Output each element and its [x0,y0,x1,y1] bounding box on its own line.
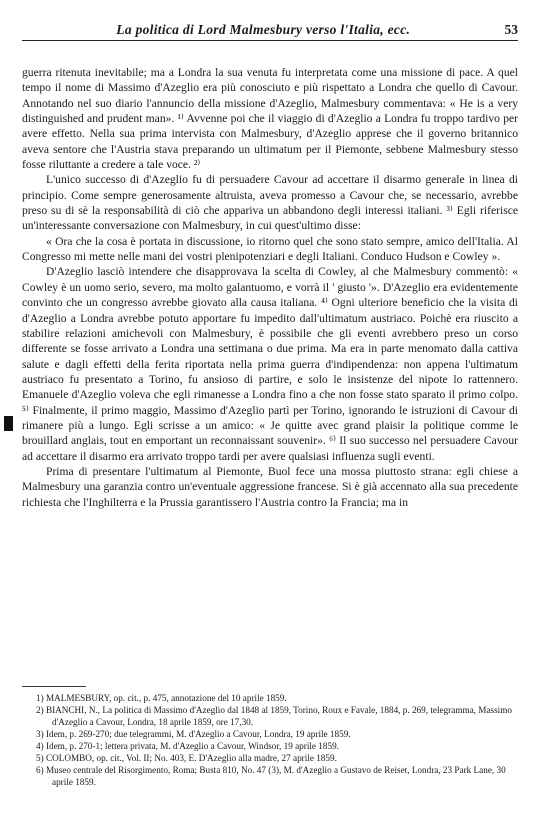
footnote-rule [22,686,86,687]
block-quote: « Ora che la cosa è portata in discussione, io ritorno quel che sono stato sempre, amico dell'Italia. Al Congresso mi mette nelle mani dei vostri plenipotenziari e degli Italiani. Conduco Hudson e Cowley ». [22,234,518,264]
footnote: 6) Museo centrale del Risorgimento, Roma; Busta 810, No. 47 (3), M. d'Azeglio a Gustavo de Reiset, Londra, 23 Park Lane, 30 aprile 1859. [36,765,506,787]
footnote: 1) MALMESBURY, op. cit., p. 475, annotazione del 10 aprile 1859. [36,693,287,703]
footnotes [22,692,518,788]
paragraph: L'unico successo di d'Azeglio fu di persuadere Cavour ad accettare il disarmo generale in linea di principio. Come sempre generosamente altruista, aveva promesso a Cavour che, se necessario, avrebbe preso su di sè la responsabilità di ciò che appariva un abbandono degli interessi italiani. ³⁾ Egli riferisce un'interessante conversazione con Malmesbury, in cui quest'ultimo disse: [22,173,518,233]
footnote: 4) Idem, p. 270-1; lettera privata, M. d'Azeglio a Cavour, Windsor, 19 aprile 1859. [36,741,339,751]
paragraph: D'Azeglio lasciò intendere che disapprovava la scelta di Cowley, al che Malmesbury commentò: « Cowley è un uomo serio, severo, ma molto galantuomo, e vorrà il ' giusto '». D'Azeglio era evidentemente convinto che un congresso avrebbe giovato alla causa italiana. ⁴⁾ Ogni ulteriore beneficio che la visita di d'Azeglio a Londra avrebbe potuto apportare fu impedito dall'ultimatum austriaco. Poichè era riuscito a stabilire relazioni amichevoli con Malmesbury, è possibile che gli eventi avrebbero preso un corso differente se fosse arrivato a Londra una settimana o due prima. Ma era in parte menomato dalla cattiva salute e dagli effetti della ferita riportata nella prima guerra d'indipendenza: non appena l'ultimatum austriaco fu presentato a Torino, fu ansioso di partire, e solo le insistenze del nipote lo rattennero. Emanuele d'Azeglio voleva che egli rimanesse a Londra fino a che non fosse stato sparato il primo colpo. ⁵⁾ Finalmente, il primo maggio, Massimo d'Azeglio partì per Torino, ignorando le istruzioni di Cavour di rimanere più a lungo. Egli scrisse a un amico: « Je quitte avec grand plaisir la politique comme le brouillard anglais, tout en emportant un reconnaissant souvenir». ⁶⁾ Il suo successo nel persuadere Cavour ad accettare il disarmo era arrivato troppo tardi per avere qualsiasi influenza sugli eventi. [22,265,518,463]
footnote: 5) COLOMBO, op. cit., Vol. II; No. 403, E. D'Azeglio alla madre, 27 aprile 1859. [36,753,337,763]
paragraph: Prima di presentare l'ultimatum al Piemonte, Buol fece una mossa piuttosto strana: egli chiese a Malmesbury una garanzia contro un'eventuale aggressione francese. Si è già accennato alla sua precedente richiesta che l'Inghilterra e la Prussia garantissero l'Austria contro la Francia; ma in [22,464,518,509]
paragraph: guerra ritenuta inevitabile; ma a Londra la sua venuta fu interpretata come una missione di pace. A quel tempo il nome di Massimo d'Azeglio era più conosciuto e più rispettato a Londra che quello di Cavour. Annotando nel suo diario l'annuncio della missione d'Azeglio, Malmesbury commentava: « He is a very distinguished and prudent man». ¹⁾ Avvenne poi che il viaggio di d'Azeglio a Londra fu troppo tardivo per avere effetto. Nella sua prima intervista con Malmesbury, d'Azeglio apprese che il governo britannico aveva sentore che l'Austria stava preparando un ultimatum per il Piemonte, sebbene Malmesbury stesso fosse riluttante a credere a tale voce. ²⁾ [22,66,518,172]
page-number: 53 [504,22,518,37]
body-text [22,65,518,510]
footnote: 3) Idem, p. 269-270; due telegrammi, M. d'Azeglio a Cavour, Londra, 19 aprile 1859. [36,729,351,739]
page-header [22,22,518,41]
footnote: 2) BIANCHI, N., La politica di Massimo d'Azeglio dal 1848 al 1859, Torino, Roux e Favale, 1884, p. 269, telegramma, Massimo d'Azeglio a Cavour, Londra, 18 aprile 1859, ore 17,30. [36,705,512,727]
running-title: La politica di Lord Malmesbury verso l'Italia, ecc. [116,22,411,37]
margin-marker [4,416,13,431]
